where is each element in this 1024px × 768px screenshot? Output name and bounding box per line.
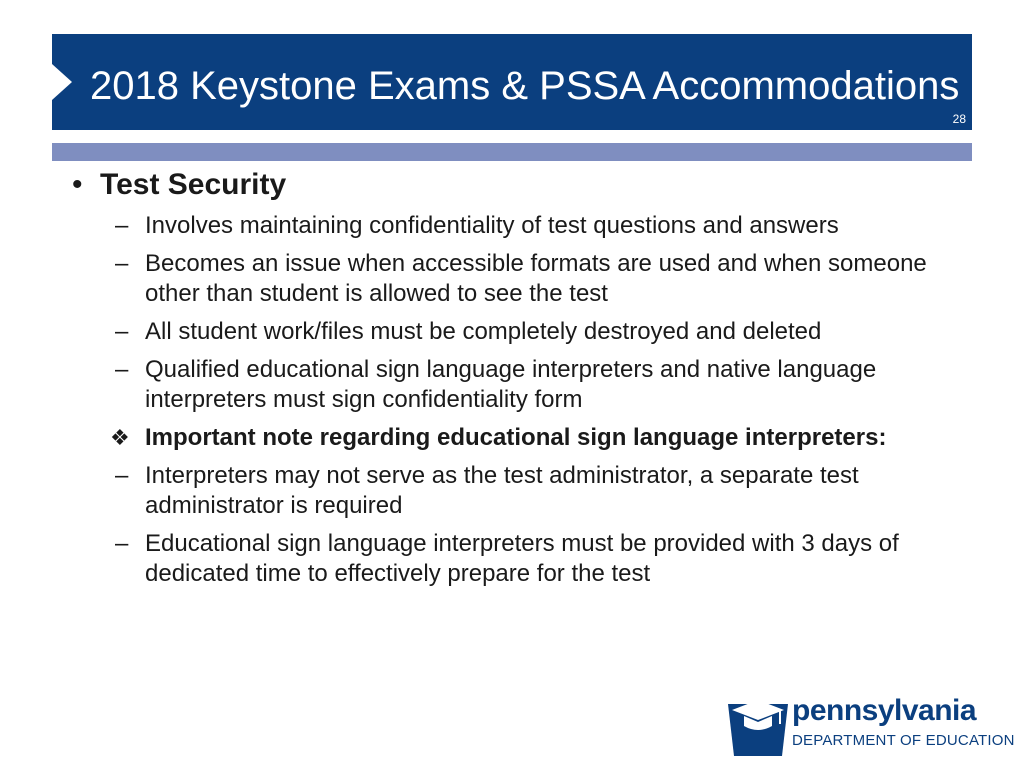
important-note-text: Important note regarding educational sign language interpreters: bbox=[145, 424, 887, 451]
keystone-graduation-cap-icon bbox=[728, 700, 788, 756]
dash-icon: – bbox=[115, 530, 129, 557]
heading-bullet bbox=[60, 165, 960, 205]
list-item bbox=[60, 529, 945, 589]
list-item-text: Qualified educational sign language interpreters and native language interpreters must sign confidentiality form bbox=[145, 356, 877, 413]
slide-title: 2018 Keystone Exams & PSSA Accommodations bbox=[90, 64, 960, 108]
list-item bbox=[60, 249, 945, 309]
dash-icon: – bbox=[115, 250, 129, 277]
list-item-text: Becomes an issue when accessible formats are used and when someone other than student is allowed to see the test bbox=[145, 250, 927, 307]
logo-department: DEPARTMENT OF EDUCATION bbox=[792, 732, 1015, 749]
list-item bbox=[60, 211, 945, 241]
slide-content bbox=[60, 165, 960, 597]
chevron-icon bbox=[52, 64, 72, 100]
divider-band bbox=[52, 143, 972, 161]
dash-icon: – bbox=[115, 462, 129, 489]
dash-icon: – bbox=[115, 318, 129, 345]
list-item-text: Involves maintaining confidentiality of test questions and answers bbox=[145, 212, 839, 239]
slide-number: 28 bbox=[952, 112, 966, 126]
logo-wordmark: pennsylvania bbox=[792, 694, 977, 727]
list-item bbox=[60, 317, 945, 347]
important-note bbox=[60, 423, 945, 453]
list-item-text: All student work/files must be completely destroyed and deleted bbox=[145, 318, 822, 345]
section-heading: Test Security bbox=[100, 168, 287, 201]
dash-icon: – bbox=[115, 212, 129, 239]
list-item-text: Interpreters may not serve as the test administrator, a separate test administrator is required bbox=[145, 462, 859, 519]
list-item-text: Educational sign language interpreters must be provided with 3 days of dedicated time to effectively prepare for the test bbox=[145, 530, 899, 587]
diamond-bullet-icon: ❖ bbox=[110, 425, 130, 450]
list-item bbox=[60, 355, 945, 415]
bullet-icon: • bbox=[72, 168, 83, 201]
list-item bbox=[60, 461, 945, 521]
dash-icon: – bbox=[115, 356, 129, 383]
